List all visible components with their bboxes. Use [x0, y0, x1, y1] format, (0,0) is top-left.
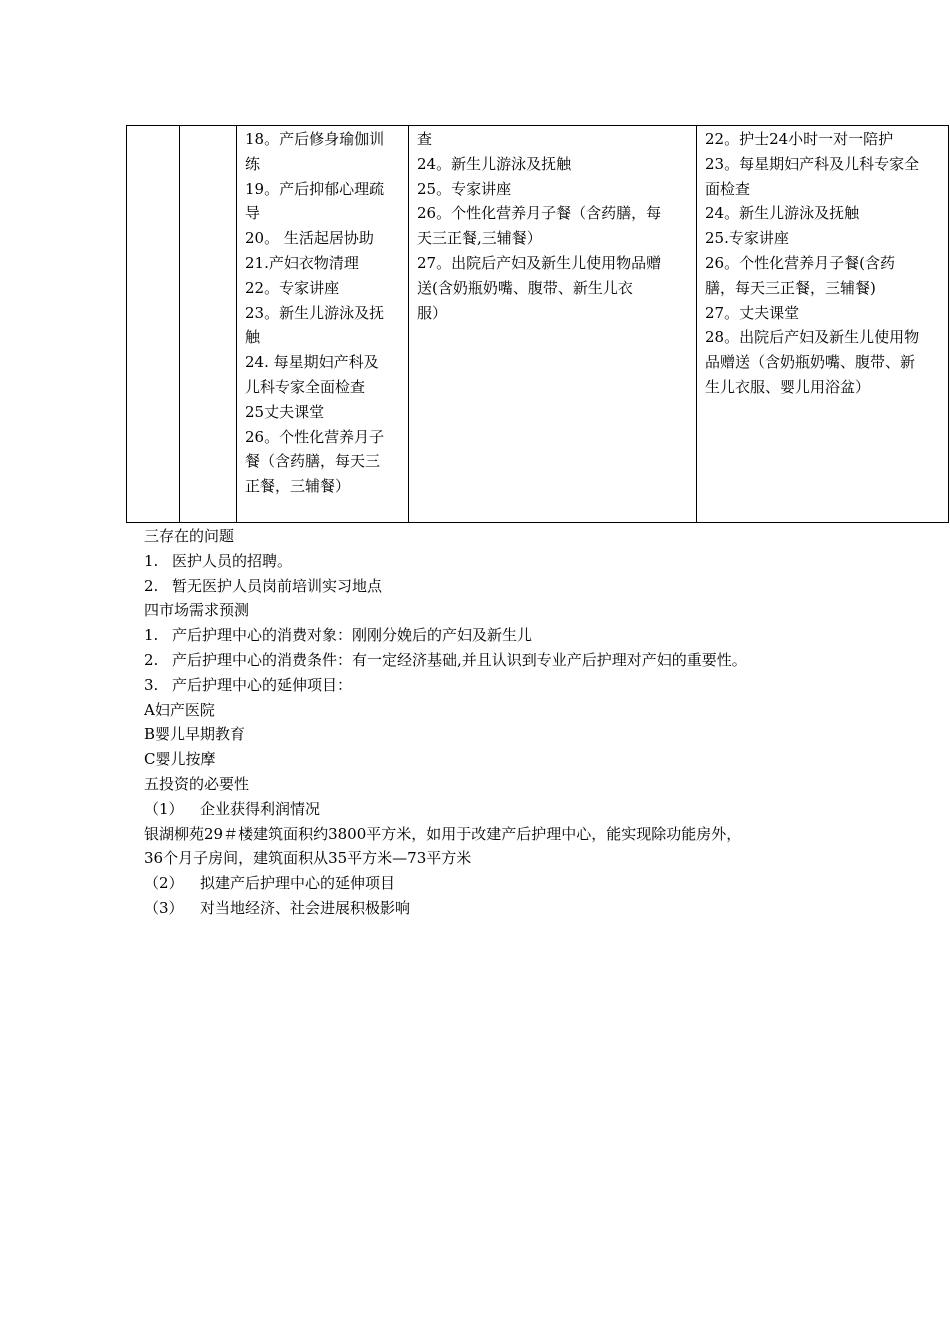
cell-line: 送(含奶瓶奶嘴、腹带、新生儿衣 — [417, 278, 633, 297]
cell-line: 生儿衣服、婴儿用浴盆） — [705, 377, 871, 396]
list-text: 产后护理中心的延伸项目： — [172, 675, 353, 694]
cell-line: 27。丈夫课堂 — [705, 303, 800, 322]
package-b-list — [409, 126, 696, 325]
cell-line: 23。每星期妇产科及儿科专家全 — [705, 154, 920, 173]
sub-item: B婴儿早期教育 — [144, 725, 246, 744]
cell-line: 22。专家讲座 — [245, 278, 340, 297]
paragraph-line: 银湖柳苑29＃楼建筑面积约3800平方米，如用于改建产后护理中心，能实现除功能房外， — [144, 824, 742, 843]
table-row — [127, 126, 949, 523]
cell-line: 服） — [417, 303, 448, 322]
list-number: 2. — [144, 650, 159, 669]
cell-line: 正餐，三辅餐） — [245, 477, 351, 496]
list-item — [144, 673, 924, 698]
cell-line: 品赠送（含奶瓶奶嘴、腹带、新 — [705, 353, 916, 372]
list-text: 暂无医护人员岗前培训实习地点 — [172, 576, 383, 595]
list-text: 医护人员的招聘。 — [172, 551, 293, 570]
package-a-list — [237, 126, 408, 499]
list-text: 产后护理中心的消费条件：有一定经济基础,并且认识到专业产后护理对产妇的重要性。 — [172, 650, 747, 669]
cell-line: 面检查 — [705, 179, 751, 198]
list-text: 拟建产后护理中心的延伸项目 — [200, 874, 396, 893]
list-number: （2） — [144, 874, 184, 893]
table-cell-empty-2 — [180, 126, 237, 523]
cell-line: 膳，每天三正餐，三辅餐) — [705, 278, 876, 297]
cell-line: 天三正餐,三辅餐） — [417, 229, 542, 248]
table-cell-package-a — [237, 126, 409, 523]
cell-line: 28。出院后产妇及新生儿使用物 — [705, 328, 920, 347]
list-item — [144, 871, 924, 896]
cell-line: 25.专家讲座 — [705, 229, 789, 248]
package-c-list — [697, 126, 948, 400]
section3-heading: 三存在的问题 — [144, 527, 235, 545]
paragraph-line: 36个月子房间，建筑面积从35平方米—73平方米 — [144, 849, 472, 868]
cell-line: 24. 每星期妇产科及 — [245, 353, 379, 372]
cell-line: 24。新生儿游泳及抚触 — [417, 154, 572, 173]
cell-line: 23。新生儿游泳及抚 — [245, 303, 385, 322]
cell-line: 导 — [245, 204, 261, 223]
cell-line: 18。产后修身瑜伽训 — [245, 130, 385, 148]
cell-line: 26。个性化营养月子餐(含药 — [705, 253, 895, 272]
cell-line: 练 — [245, 154, 261, 173]
list-item — [144, 549, 924, 574]
list-number: 1. — [144, 551, 159, 570]
list-number: （1） — [144, 799, 184, 818]
list-item — [144, 896, 924, 921]
cell-line: 25丈夫课堂 — [245, 402, 325, 421]
section4-heading: 四市场需求预测 — [144, 601, 250, 620]
sub-item: A妇产医院 — [144, 700, 215, 719]
cell-line: 儿科专家全面检查 — [245, 377, 366, 396]
cell-line: 20。 生活起居协助 — [245, 229, 374, 248]
section5-heading: 五投资的必要性 — [144, 774, 250, 793]
list-item — [144, 648, 924, 673]
cell-line: 19。产后抑郁心理疏 — [245, 179, 385, 198]
cell-line: 26。个性化营养月子餐（含药膳，每 — [417, 204, 662, 223]
cell-line: 触 — [245, 328, 261, 347]
services-table — [126, 125, 949, 523]
list-number: 3. — [144, 675, 159, 694]
cell-line: 26。个性化营养月子 — [245, 427, 385, 446]
table-cell-empty-1 — [127, 126, 180, 523]
list-number: 1. — [144, 626, 159, 645]
cell-line: 21.产妇衣物清理 — [245, 253, 359, 272]
table-cell-package-b — [409, 126, 697, 523]
cell-line: 25。专家讲座 — [417, 179, 512, 198]
cell-line: 查 — [417, 130, 433, 148]
cell-line: 27。出院后产妇及新生儿使用物品赠 — [417, 253, 662, 272]
list-text: 产后护理中心的消费对象：刚刚分娩后的产妇及新生儿 — [172, 626, 533, 645]
table-cell-package-c — [697, 126, 949, 523]
cell-line: 22。护士24小时一对一陪护 — [705, 130, 894, 148]
list-item — [144, 797, 924, 822]
document-body — [144, 524, 924, 921]
list-item — [144, 574, 924, 599]
cell-line: 24。新生儿游泳及抚触 — [705, 204, 860, 223]
cell-line: 餐（含药膳，每天三 — [245, 452, 381, 471]
list-text: 对当地经济、社会进展积极影响 — [200, 898, 411, 917]
sub-item: C婴儿按摩 — [144, 750, 216, 769]
list-number: （3） — [144, 898, 184, 917]
list-item — [144, 623, 924, 648]
list-number: 2. — [144, 576, 159, 595]
list-text: 企业获得利润情况 — [200, 799, 321, 818]
